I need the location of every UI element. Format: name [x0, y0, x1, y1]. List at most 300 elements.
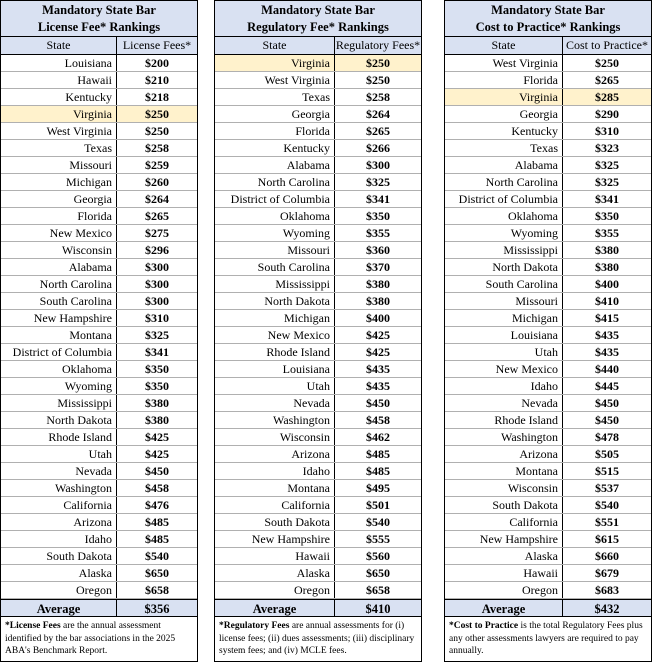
state-cell: South Carolina: [215, 259, 335, 275]
state-cell: Washington: [1, 480, 117, 496]
panel-title: [1, 1, 197, 37]
fee-cell: $296: [145, 243, 169, 257]
table-row: [215, 480, 421, 497]
fee-cell: $265: [145, 209, 169, 223]
table-row: [1, 72, 197, 89]
fee-cell: $355: [366, 226, 390, 240]
state-cell: Idaho: [215, 463, 335, 479]
fee-cell: $679: [595, 566, 619, 580]
fee-cell: $450: [595, 413, 619, 427]
state-cell: North Dakota: [1, 412, 117, 428]
table-row: [1, 378, 197, 395]
table-row: [215, 140, 421, 157]
fee-cell: $485: [145, 515, 169, 529]
fee-cell: $485: [145, 532, 169, 546]
table-row: [1, 548, 197, 565]
fee-cell: $300: [145, 260, 169, 274]
fee-cell: $264: [145, 192, 169, 206]
table-row: [1, 446, 197, 463]
column-header-state: State: [215, 37, 335, 54]
state-cell: Oregon: [215, 582, 335, 598]
state-cell: Utah: [1, 446, 117, 462]
panel-title-line1: Mandatory State Bar: [42, 3, 156, 17]
table-row: [1, 531, 197, 548]
fee-cell: $660: [595, 549, 619, 563]
state-cell: North Carolina: [445, 174, 563, 190]
fee-cell: $425: [145, 430, 169, 444]
state-cell: Mississippi: [1, 395, 117, 411]
state-cell: North Carolina: [1, 276, 117, 292]
fee-cell: $275: [145, 226, 169, 240]
state-cell: Hawaii: [445, 565, 563, 581]
fee-cell: $380: [595, 260, 619, 274]
table-row: [215, 225, 421, 242]
state-cell: Wyoming: [215, 225, 335, 241]
table-row: [1, 497, 197, 514]
table-row: [445, 429, 651, 446]
state-cell: New Mexico: [215, 327, 335, 343]
state-cell: Georgia: [215, 106, 335, 122]
table-row: [1, 565, 197, 582]
table-row: [445, 55, 651, 72]
state-cell: Wyoming: [445, 225, 563, 241]
state-cell: Rhode Island: [215, 344, 335, 360]
table-row: [1, 242, 197, 259]
state-cell: Idaho: [445, 378, 563, 394]
average-label: Average: [1, 600, 117, 616]
table-row: [445, 174, 651, 191]
fee-cell: $250: [145, 124, 169, 138]
state-cell: Kentucky: [1, 89, 117, 105]
fee-cell: $415: [595, 311, 619, 325]
table-row: [1, 582, 197, 599]
state-cell: Utah: [445, 344, 563, 360]
state-cell: New Hampshire: [445, 531, 563, 547]
state-cell: Georgia: [1, 191, 117, 207]
table-row: [215, 327, 421, 344]
table-row: [445, 480, 651, 497]
table-row: [1, 310, 197, 327]
table-row: [1, 412, 197, 429]
table-row: [215, 276, 421, 293]
table-row: [215, 395, 421, 412]
state-cell: Alaska: [215, 565, 335, 581]
table-row: [445, 463, 651, 480]
table-row: [445, 106, 651, 123]
table-row: [445, 327, 651, 344]
state-cell: South Dakota: [215, 514, 335, 530]
state-cell: Hawaii: [215, 548, 335, 564]
table-row: [215, 548, 421, 565]
state-cell: Rhode Island: [1, 429, 117, 445]
table-row: [215, 157, 421, 174]
table-row: [1, 344, 197, 361]
fee-cell: $380: [145, 396, 169, 410]
table-row: [215, 55, 421, 72]
table-row: [1, 225, 197, 242]
fee-cell: $435: [595, 345, 619, 359]
fee-cell: $445: [595, 379, 619, 393]
table-row: [215, 191, 421, 208]
state-cell: Virginia: [215, 55, 335, 71]
table-row: [445, 378, 651, 395]
average-row: [445, 599, 651, 617]
table-row: [1, 259, 197, 276]
fee-cell: $341: [145, 345, 169, 359]
table-row: [1, 361, 197, 378]
table-row: [445, 395, 651, 412]
state-cell: North Carolina: [215, 174, 335, 190]
panel-title-line2: Regulatory Fee* Rankings: [247, 20, 389, 34]
average-row: [215, 599, 421, 617]
state-cell: Washington: [215, 412, 335, 428]
fee-cell: $495: [366, 481, 390, 495]
column-header-fee: Regulatory Fees*: [335, 38, 421, 52]
state-cell: West Virginia: [1, 123, 117, 139]
table-row: [445, 89, 651, 106]
fee-cell: $435: [366, 362, 390, 376]
state-cell: District of Columbia: [445, 191, 563, 207]
fee-cell: $350: [145, 379, 169, 393]
fee-cell: $485: [366, 447, 390, 461]
fee-cell: $540: [595, 498, 619, 512]
table-row: [215, 514, 421, 531]
table-row: [215, 123, 421, 140]
fee-cell: $258: [366, 90, 390, 104]
state-cell: Wisconsin: [215, 429, 335, 445]
table-row: [215, 446, 421, 463]
state-cell: South Carolina: [445, 276, 563, 292]
table-row: [215, 378, 421, 395]
fee-cell: $258: [145, 141, 169, 155]
state-cell: Oregon: [1, 582, 117, 598]
footnote-text: is the total Regulatory Fees plus any other assessments lawyers are required to pay annually.: [449, 621, 643, 656]
footnote: [445, 617, 651, 658]
panel-title-line1: Mandatory State Bar: [261, 3, 375, 17]
state-cell: West Virginia: [445, 55, 563, 71]
state-cell: Nevada: [1, 463, 117, 479]
column-header-fee: Cost to Practice*: [566, 38, 648, 52]
fee-cell: $458: [145, 481, 169, 495]
table-row: [215, 293, 421, 310]
table-row: [445, 582, 651, 599]
fee-cell: $560: [366, 549, 390, 563]
state-cell: Utah: [215, 378, 335, 394]
state-cell: New Mexico: [445, 361, 563, 377]
fee-cell: $300: [145, 277, 169, 291]
state-cell: District of Columbia: [1, 344, 117, 360]
fee-cell: $650: [366, 566, 390, 580]
fee-cell: $440: [595, 362, 619, 376]
footnote-text: are the annual assessment identified by the bar associations in the 2025 ABA's Benchmark Report.: [5, 621, 176, 656]
state-cell: Florida: [1, 208, 117, 224]
state-cell: California: [445, 514, 563, 530]
table-row: [1, 276, 197, 293]
state-cell: South Dakota: [445, 497, 563, 513]
table-row: [215, 208, 421, 225]
state-cell: Mississippi: [445, 242, 563, 258]
fee-cell: $310: [595, 124, 619, 138]
fee-cell: $290: [595, 107, 619, 121]
average-row: [1, 599, 197, 617]
state-cell: Idaho: [1, 531, 117, 547]
average-label: Average: [445, 600, 563, 616]
table-row: [1, 463, 197, 480]
fee-cell: $458: [366, 413, 390, 427]
fee-cell: $380: [366, 277, 390, 291]
fee-cell: $350: [366, 209, 390, 223]
fee-cell: $325: [595, 175, 619, 189]
state-cell: Michigan: [215, 310, 335, 326]
state-cell: Hawaii: [1, 72, 117, 88]
fee-cell: $360: [366, 243, 390, 257]
state-cell: Oklahoma: [1, 361, 117, 377]
fee-cell: $425: [145, 447, 169, 461]
fee-cell: $300: [366, 158, 390, 172]
table-row: [445, 310, 651, 327]
state-cell: Michigan: [445, 310, 563, 326]
fee-cell: $537: [595, 481, 619, 495]
panel-title-line2: Cost to Practice* Rankings: [475, 20, 621, 34]
fee-cell: $555: [366, 532, 390, 546]
table-row: [215, 72, 421, 89]
table-row: [1, 395, 197, 412]
state-cell: Louisiana: [1, 55, 117, 71]
panel-title: [215, 1, 421, 37]
table-row: [445, 361, 651, 378]
panel-title-line1: Mandatory State Bar: [491, 3, 605, 17]
fee-cell: $551: [595, 515, 619, 529]
state-cell: Arizona: [215, 446, 335, 462]
fee-cell: $400: [366, 311, 390, 325]
state-cell: Montana: [215, 480, 335, 496]
table-row: [215, 242, 421, 259]
table-row: [445, 72, 651, 89]
fee-cell: $683: [595, 583, 619, 597]
state-cell: Missouri: [1, 157, 117, 173]
fee-cell: $380: [595, 243, 619, 257]
table-row: [1, 140, 197, 157]
table-row: [445, 446, 651, 463]
table-row: [1, 191, 197, 208]
table-row: [215, 582, 421, 599]
table-row: [445, 225, 651, 242]
column-header-fee: License Fees*: [122, 38, 192, 52]
fee-cell: $425: [366, 345, 390, 359]
state-cell: Wisconsin: [445, 480, 563, 496]
fee-cell: $505: [595, 447, 619, 461]
state-cell: Texas: [1, 140, 117, 156]
state-cell: Georgia: [445, 106, 563, 122]
state-cell: Montana: [445, 463, 563, 479]
panel-title-line2: License Fee* Rankings: [37, 20, 161, 34]
fee-cell: $400: [595, 277, 619, 291]
fee-cell: $450: [595, 396, 619, 410]
fee-cell: $476: [145, 498, 169, 512]
state-cell: Missouri: [445, 293, 563, 309]
state-cell: California: [215, 497, 335, 513]
state-cell: South Carolina: [1, 293, 117, 309]
fee-cell: $370: [366, 260, 390, 274]
state-cell: Texas: [445, 140, 563, 156]
fee-cell: $658: [366, 583, 390, 597]
fee-cell: $380: [145, 413, 169, 427]
state-cell: Wisconsin: [1, 242, 117, 258]
fee-cell: $325: [145, 328, 169, 342]
state-cell: Nevada: [215, 395, 335, 411]
state-cell: Missouri: [215, 242, 335, 258]
table-row: [445, 548, 651, 565]
table-row: [215, 106, 421, 123]
state-cell: District of Columbia: [215, 191, 335, 207]
fee-cell: $450: [145, 464, 169, 478]
table-row: [215, 412, 421, 429]
fee-cell: $540: [366, 515, 390, 529]
table-row: [1, 106, 197, 123]
fee-cell: $265: [595, 73, 619, 87]
state-cell: Washington: [445, 429, 563, 445]
table-row: [1, 514, 197, 531]
table-row: [1, 123, 197, 140]
state-cell: Montana: [1, 327, 117, 343]
fee-cell: $266: [366, 141, 390, 155]
footnote: [215, 617, 421, 658]
state-cell: Wyoming: [1, 378, 117, 394]
table-row: [215, 89, 421, 106]
state-cell: Mississippi: [215, 276, 335, 292]
fee-cell: $650: [145, 566, 169, 580]
table-row: [1, 89, 197, 106]
table-row: [215, 174, 421, 191]
footnote-term: *Cost to Practice: [449, 621, 519, 631]
fee-cell: $462: [366, 430, 390, 444]
table-row: [1, 55, 197, 72]
state-cell: Texas: [215, 89, 335, 105]
fee-cell: $250: [366, 73, 390, 87]
fee-cell: $210: [145, 73, 169, 87]
fee-cell: $435: [595, 328, 619, 342]
state-cell: Nevada: [445, 395, 563, 411]
fee-cell: $350: [145, 362, 169, 376]
ranking-panel: [0, 0, 198, 662]
table-row: [215, 361, 421, 378]
state-cell: North Dakota: [445, 259, 563, 275]
average-value: $356: [144, 602, 170, 616]
ranking-panel: [444, 0, 652, 662]
state-cell: Virginia: [445, 89, 563, 105]
fee-cell: $540: [145, 549, 169, 563]
table-row: [1, 327, 197, 344]
table-row: [215, 565, 421, 582]
state-cell: Louisiana: [445, 327, 563, 343]
table-row: [445, 412, 651, 429]
table-row: [215, 531, 421, 548]
state-cell: Alabama: [215, 157, 335, 173]
fee-cell: $250: [145, 107, 169, 121]
state-cell: Arizona: [1, 514, 117, 530]
state-cell: Rhode Island: [445, 412, 563, 428]
fee-cell: $265: [366, 124, 390, 138]
table-row: [445, 497, 651, 514]
table-row: [445, 208, 651, 225]
fee-cell: $435: [366, 379, 390, 393]
state-cell: Kentucky: [445, 123, 563, 139]
footnote-term: *Regulatory Fees: [219, 621, 290, 631]
fee-cell: $260: [145, 175, 169, 189]
table-row: [1, 293, 197, 310]
table-row: [1, 157, 197, 174]
fee-cell: $478: [595, 430, 619, 444]
table-row: [445, 191, 651, 208]
state-cell: New Mexico: [1, 225, 117, 241]
fee-cell: $355: [595, 226, 619, 240]
fee-cell: $425: [366, 328, 390, 342]
average-label: Average: [215, 600, 335, 616]
fee-cell: $341: [366, 192, 390, 206]
fee-cell: $615: [595, 532, 619, 546]
state-cell: Florida: [445, 72, 563, 88]
column-header-state: State: [1, 37, 117, 54]
fee-cell: $341: [595, 192, 619, 206]
table-row: [445, 157, 651, 174]
table-row: [215, 259, 421, 276]
fee-cell: $485: [366, 464, 390, 478]
table-row: [445, 531, 651, 548]
column-header: [445, 37, 651, 55]
table-row: [215, 429, 421, 446]
state-cell: Kentucky: [215, 140, 335, 156]
footnote-text: are annual assessments for (i) license fees; (ii) dues assessments; (iii) disciplinary system fees; and (iv) MCLE fees.: [219, 621, 415, 656]
state-cell: Alaska: [1, 565, 117, 581]
table-row: [445, 259, 651, 276]
table-row: [445, 514, 651, 531]
column-header: [1, 37, 197, 55]
table-row: [445, 123, 651, 140]
state-cell: Oklahoma: [445, 208, 563, 224]
fee-cell: $250: [595, 56, 619, 70]
fee-cell: $658: [145, 583, 169, 597]
table-row: [1, 208, 197, 225]
state-cell: South Dakota: [1, 548, 117, 564]
fee-cell: $300: [145, 294, 169, 308]
state-cell: Arizona: [445, 446, 563, 462]
table-row: [445, 242, 651, 259]
table-row: [1, 429, 197, 446]
fee-cell: $350: [595, 209, 619, 223]
fee-cell: $515: [595, 464, 619, 478]
state-cell: Florida: [215, 123, 335, 139]
state-cell: Oklahoma: [215, 208, 335, 224]
state-cell: Louisiana: [215, 361, 335, 377]
table-row: [445, 565, 651, 582]
fee-cell: $380: [366, 294, 390, 308]
fee-cell: $250: [366, 56, 390, 70]
fee-cell: $450: [366, 396, 390, 410]
state-cell: Virginia: [1, 106, 117, 122]
fee-cell: $325: [366, 175, 390, 189]
state-cell: California: [1, 497, 117, 513]
state-cell: Michigan: [1, 174, 117, 190]
fee-cell: $501: [366, 498, 390, 512]
state-cell: West Virginia: [215, 72, 335, 88]
fee-cell: $259: [145, 158, 169, 172]
fee-cell: $310: [145, 311, 169, 325]
fee-cell: $264: [366, 107, 390, 121]
table-row: [445, 276, 651, 293]
table-row: [215, 497, 421, 514]
state-cell: Alabama: [445, 157, 563, 173]
column-header: [215, 37, 421, 55]
